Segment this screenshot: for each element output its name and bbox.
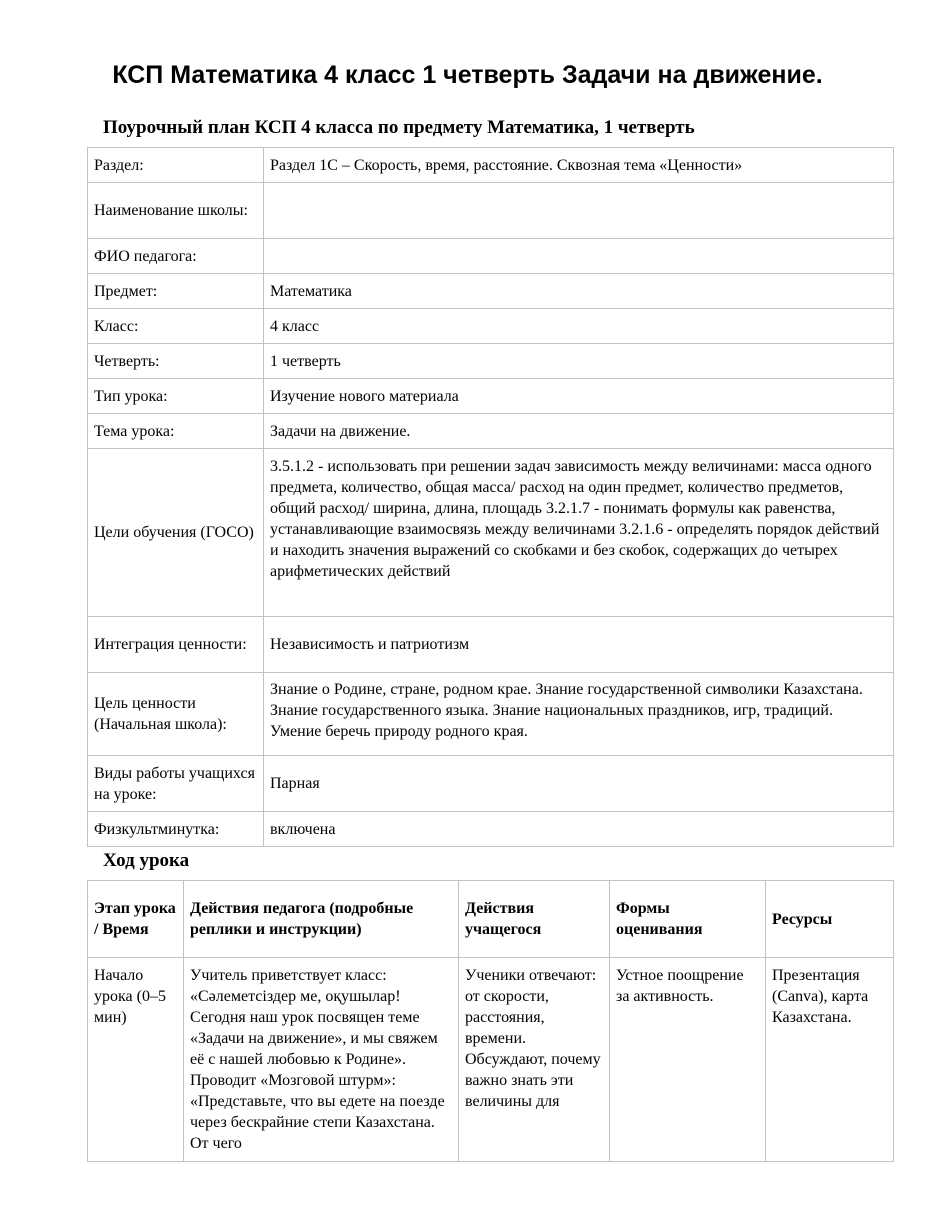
plan-label: Раздел: [88,148,264,183]
plan-label: Четверть: [88,344,264,379]
table-row [88,958,894,1162]
plan-label: Тип урока: [88,379,264,414]
plan-label: Интеграция ценности: [88,617,264,673]
cell-stage: Начало урока (0–5 мин) [88,958,184,1162]
plan-value: Задачи на движение. [264,414,894,449]
lesson-table [87,880,894,1162]
plan-label: Тема урока: [88,414,264,449]
plan-row-value-integration [88,617,894,673]
plan-row-school [88,183,894,239]
lesson-heading: Ход урока [103,850,190,871]
plan-row-learning-goals [88,449,894,617]
plan-row-topic [88,414,894,449]
plan-row-teacher [88,239,894,274]
plan-value: Изучение нового материала [264,379,894,414]
plan-value [264,239,894,274]
plan-label: Цели обучения (ГОСО) [88,449,264,617]
plan-value: включена [264,812,894,847]
plan-value: Математика [264,274,894,309]
plan-label: Виды работы учащихся на уроке: [88,756,264,812]
plan-value [264,183,894,239]
plan-value: 1 четверть [264,344,894,379]
column-header-teacher-actions: Действия педагога (подробные реплики и инструкции) [184,881,459,958]
cell-teacher-actions: Учитель приветствует класс: «Сәлеметсіздер ме, оқушылар! Сегодня наш урок посвящен теме «Задачи на движение», и мы свяжем её с нашей любовью к Родине». Проводит «Мозговой штурм»: «Представьте, что вы едете на поезде через бескрайние степи Казахстана. От чего [184,958,459,1162]
document-title: КСП Математика 4 класс 1 четверть Задачи на движение. [112,61,823,89]
plan-value: 4 класс [264,309,894,344]
plan-heading: Поурочный план КСП 4 класса по предмету Математика, 1 четверть [103,117,695,138]
plan-label: Предмет: [88,274,264,309]
plan-row-lesson-type [88,379,894,414]
plan-label: Класс: [88,309,264,344]
plan-row-grade [88,309,894,344]
column-header-resources: Ресурсы [766,881,894,958]
plan-value: Парная [264,756,894,812]
plan-row-quarter [88,344,894,379]
lesson-header-row [88,881,894,958]
plan-row-work-types [88,756,894,812]
plan-row-section [88,148,894,183]
plan-value: Знание о Родине, стране, родном крае. Знание государственной символики Казахстана. Знание государственного языка. Знание национальных праздников, игр, традиций. Умение беречь природу родного края. [264,673,894,756]
cell-assessment: Устное поощрение за активность. [610,958,766,1162]
plan-value: 3.5.1.2 - использовать при решении задач зависимость между величинами: масса одного предмета, количество, общая масса/ расход на один предмет, количество предметов, общий расход/ ширина, длина, площадь 3.2.1.7 - понимать формулы как равенства, устанавливающие взаимосвязь между величинами 3.2.1.6 - определять порядок действий и находить значения выражений со скобками и без скобок, содержащих до четырех арифметических действий [264,449,894,617]
column-header-assessment: Формы оценивания [610,881,766,958]
plan-label: Цель ценности (Начальная школа): [88,673,264,756]
plan-row-value-goal [88,673,894,756]
cell-student-actions: Ученики отвечают: от скорости, расстояния, времени. Обсуждают, почему важно знать эти величины для [459,958,610,1162]
plan-label: ФИО педагога: [88,239,264,274]
plan-value: Независимость и патриотизм [264,617,894,673]
plan-label: Наименование школы: [88,183,264,239]
plan-value: Раздел 1С – Скорость, время, расстояние. Сквозная тема «Ценности» [264,148,894,183]
plan-table [87,147,894,847]
cell-resources: Презентация (Canva), карта Казахстана. [766,958,894,1162]
plan-label: Физкультминутка: [88,812,264,847]
plan-row-subject [88,274,894,309]
column-header-stage: Этап урока / Время [88,881,184,958]
plan-row-exercise-break [88,812,894,847]
column-header-student-actions: Действия учащегося [459,881,610,958]
